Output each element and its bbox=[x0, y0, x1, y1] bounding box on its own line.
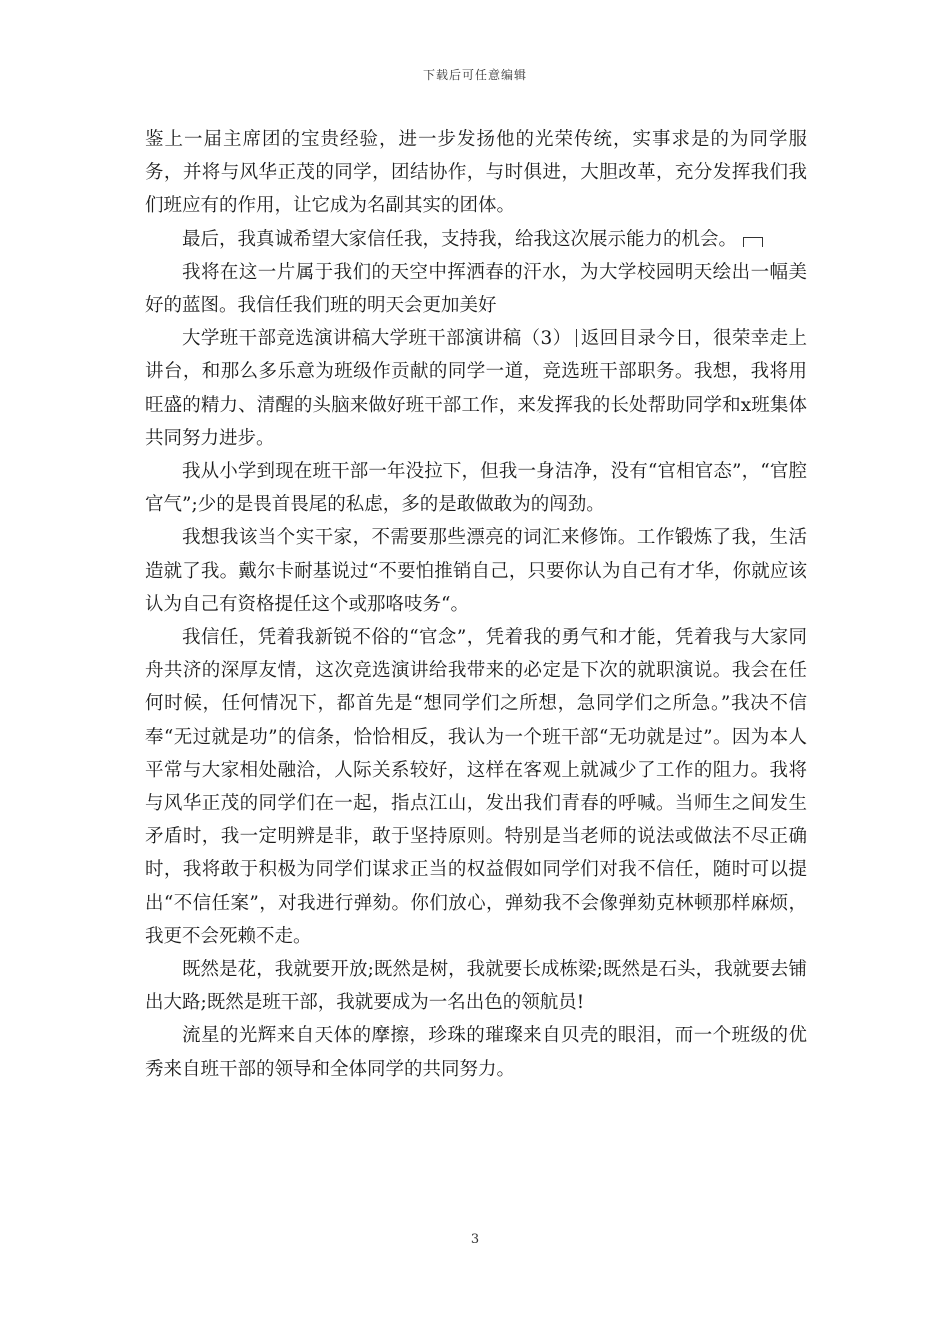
page-header: 下载后可任意编辑 bbox=[422, 68, 527, 82]
paragraph-1: 鉴上一届主席团的宝贵经验，进一步发扬他的光荣传统，实事求是的为同学服务，并将与风华正茂的同学，团结协作，与时俱进，大胆改革，充分发挥我们我们班应有的作用，让它成为名副其实的团体。 bbox=[145, 129, 807, 217]
paragraph-5: 我从小学到现在班干部一年没拉下，但我一身洁净，没有“官相官态”，“官腔官气”;少的是畏首畏尾的私虑，多的是敢做敢为的闯劲。 bbox=[145, 461, 807, 516]
paragraph-9: 流星的光辉来自天体的摩擦，珍珠的璀璨来自贝壳的眼泪，而一个班级的优秀来自班干部的领导和全体同学的共同努力。 bbox=[145, 1025, 807, 1080]
paragraph-2-text: 最后，我真诚希望大家信任我，支持我，给我这次展示能力的机会。 bbox=[182, 228, 738, 250]
document-body bbox=[145, 123, 807, 1086]
paragraph-7: 我信任，凭着我新锐不俗的“官念”，凭着我的勇气和才能，凭着我与大家同舟共济的深厚友情，这次竞选演讲给我带来的必定是下次的就职演说。我会在任何时候，任何情况下，都首先是“想同学们之所想，急同学们之所急。”我决不信奉“无过就是功”的信条，恰恰相反，我认为一个班干部“无功就是过”。因为本人平常与大家相处融洽，人际关系较好，这样在客观上就减少了工作的阻力。我将与风华正茂的同学们在一起，指点江山，发出我们青春的呼喊。当师生之间发生矛盾时，我一定明辨是非，敢于坚持原则。特别是当老师的说法或做法不尽正确时，我将敢于积极为同学们谋求正当的权益假如同学们对我不信任，随时可以提出“不信任案”，对我进行弹劾。你们放心，弹劾我不会像弹劾克林顿那样麻烦，我更不会死赖不走。 bbox=[145, 627, 807, 947]
paragraph-4-text: 返回目录今日，很荣幸走上讲台，和那么多乐意为班级作贡献的同学一道，竞选班干部职务。我想，我将用旺盛的精力、清醒的头脑来做好班干部工作，来发挥我的长处帮助同学和x班集体共同努力进步。 bbox=[145, 328, 807, 449]
paragraph-4-title: 大学班干部竞选演讲稿大学班干部演讲稿（3） bbox=[182, 328, 572, 350]
paragraph-8: 既然是花，我就要开放;既然是树，我就要长成栋梁;既然是石头，我就要去铺出大路;既然是班干部，我就要成为一名出色的领航员! bbox=[145, 959, 807, 1014]
paragraph-2 bbox=[145, 223, 807, 256]
paragraph-3: 我将在这一片属于我们的天空中挥洒春的汗水，为大学校园明天绘出一幅美好的蓝图。我信任我们班的明天会更加美好 bbox=[145, 261, 807, 317]
paragraph-6: 我想我该当个实干家，不需要那些漂亮的词汇来修饰。工作锻炼了我，生活造就了我。戴尔卡耐基说过“不要怕推销自己，只要你认为自己有才华，你就应该认为自己有资格提任这个或那咯吱务“。 bbox=[145, 527, 807, 615]
page-number: 3 bbox=[470, 1232, 480, 1247]
bracket-mark-icon bbox=[743, 237, 763, 247]
paragraph-4 bbox=[145, 322, 807, 455]
divider-bar-icon bbox=[576, 329, 577, 347]
